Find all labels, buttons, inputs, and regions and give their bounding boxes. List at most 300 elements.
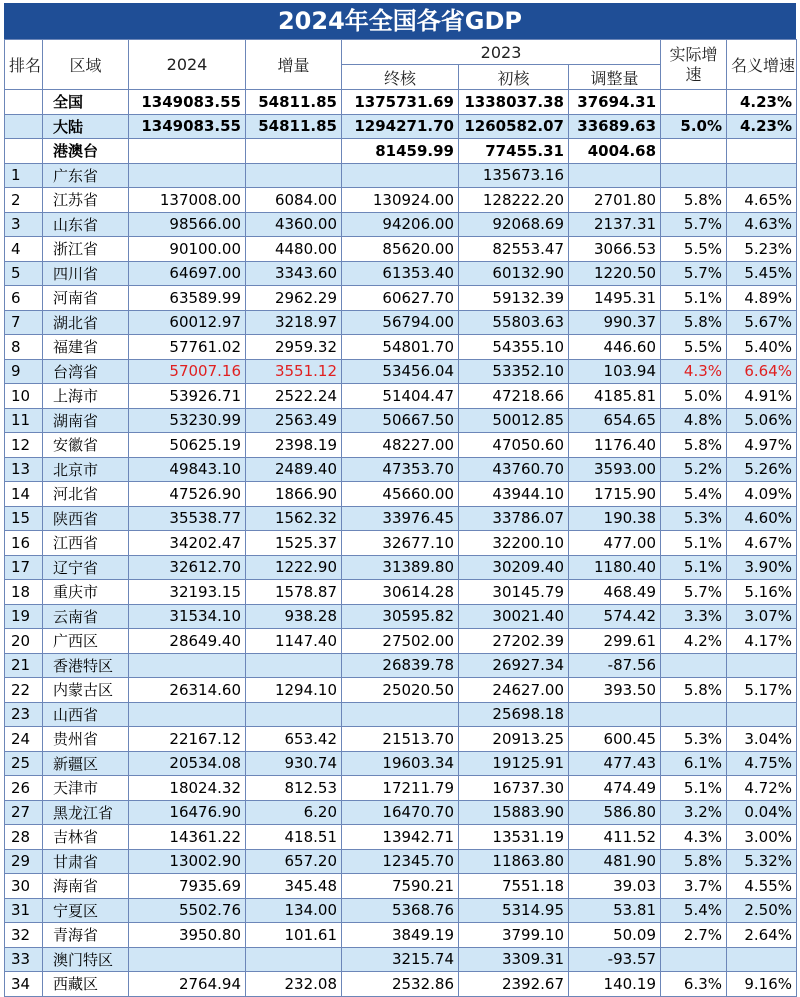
nominal-growth-cell: 4.09% (727, 482, 797, 507)
final-2023-cell: 48227.00 (342, 433, 459, 458)
increase-cell (246, 947, 342, 972)
adjust-cell: 103.94 (569, 359, 661, 384)
table-row (5, 359, 797, 384)
adjust-cell: 574.42 (569, 604, 661, 629)
gdp-2024-cell: 50625.19 (129, 433, 246, 458)
rank-cell: 23 (5, 702, 43, 727)
final-2023-cell: 31389.80 (342, 555, 459, 580)
real-growth-cell: 5.1% (661, 286, 727, 311)
real-growth-cell (661, 702, 727, 727)
rank-cell (5, 90, 43, 115)
final-2023-cell: 16470.70 (342, 800, 459, 825)
table-row (5, 408, 797, 433)
real-growth-cell: 5.0% (661, 384, 727, 409)
final-2023-cell: 54801.70 (342, 335, 459, 360)
gdp-2024-cell: 18024.32 (129, 776, 246, 801)
rank-cell: 16 (5, 531, 43, 556)
nominal-growth-cell: 4.75% (727, 751, 797, 776)
nominal-growth-cell: 5.16% (727, 580, 797, 605)
final-2023-cell: 81459.99 (342, 139, 459, 164)
nominal-growth-cell: 5.06% (727, 408, 797, 433)
table-row (5, 482, 797, 507)
adjust-cell: 600.45 (569, 727, 661, 752)
region-cell: 江苏省 (43, 188, 129, 213)
real-growth-cell: 5.1% (661, 531, 727, 556)
rank-cell (5, 139, 43, 164)
region-cell: 北京市 (43, 457, 129, 482)
final-2023-cell: 85620.00 (342, 237, 459, 262)
adjust-cell: 1715.90 (569, 482, 661, 507)
final-2023-cell: 61353.40 (342, 261, 459, 286)
rank-cell: 15 (5, 506, 43, 531)
rank-cell: 34 (5, 972, 43, 997)
initial-2023-cell: 33786.07 (459, 506, 569, 531)
adjust-cell: 393.50 (569, 678, 661, 703)
rank-cell: 32 (5, 923, 43, 948)
table-row (5, 433, 797, 458)
table-row (5, 702, 797, 727)
adjust-cell: 1220.50 (569, 261, 661, 286)
gdp-2024-cell: 34202.47 (129, 531, 246, 556)
gdp-2024-cell (129, 947, 246, 972)
gdp-2024-cell: 7935.69 (129, 874, 246, 899)
increase-cell: 657.20 (246, 849, 342, 874)
region-cell: 全国 (43, 90, 129, 115)
final-2023-cell: 12345.70 (342, 849, 459, 874)
adjust-cell: 1495.31 (569, 286, 661, 311)
initial-2023-cell: 47050.60 (459, 433, 569, 458)
nominal-growth-cell: 4.55% (727, 874, 797, 899)
nominal-growth-cell (727, 139, 797, 164)
nominal-growth-cell (727, 947, 797, 972)
table-row (5, 923, 797, 948)
region-cell: 上海市 (43, 384, 129, 409)
table-row (5, 261, 797, 286)
table-row (5, 580, 797, 605)
increase-cell (246, 653, 342, 678)
initial-2023-cell: 1338037.38 (459, 90, 569, 115)
real-growth-cell (661, 947, 727, 972)
nominal-growth-cell (727, 702, 797, 727)
final-2023-cell (342, 163, 459, 188)
final-2023-cell: 3215.74 (342, 947, 459, 972)
gdp-2024-cell: 31534.10 (129, 604, 246, 629)
adjust-cell: -93.57 (569, 947, 661, 972)
rank-cell: 9 (5, 359, 43, 384)
increase-cell: 4360.00 (246, 212, 342, 237)
initial-2023-cell: 25698.18 (459, 702, 569, 727)
increase-cell: 345.48 (246, 874, 342, 899)
nominal-growth-cell: 6.64% (727, 359, 797, 384)
gdp-2024-cell (129, 702, 246, 727)
initial-2023-cell: 50012.85 (459, 408, 569, 433)
region-cell: 黑龙江省 (43, 800, 129, 825)
rank-cell: 2 (5, 188, 43, 213)
nominal-growth-cell: 4.17% (727, 629, 797, 654)
rank-cell: 4 (5, 237, 43, 262)
increase-cell: 232.08 (246, 972, 342, 997)
real-growth-cell: 5.0% (661, 114, 727, 139)
final-2023-cell: 130924.00 (342, 188, 459, 213)
increase-cell: 2398.19 (246, 433, 342, 458)
region-cell: 浙江省 (43, 237, 129, 262)
region-cell: 福建省 (43, 335, 129, 360)
final-2023-cell: 7590.21 (342, 874, 459, 899)
rank-cell: 30 (5, 874, 43, 899)
initial-2023-cell: 15883.90 (459, 800, 569, 825)
table-row (5, 310, 797, 335)
increase-cell: 3343.60 (246, 261, 342, 286)
table-row (5, 604, 797, 629)
gdp-2024-cell: 47526.90 (129, 482, 246, 507)
increase-cell: 6084.00 (246, 188, 342, 213)
initial-2023-cell: 24627.00 (459, 678, 569, 703)
increase-cell: 418.51 (246, 825, 342, 850)
table-row (5, 800, 797, 825)
increase-cell: 938.28 (246, 604, 342, 629)
nominal-growth-cell: 4.89% (727, 286, 797, 311)
initial-2023-cell: 2392.67 (459, 972, 569, 997)
header-nominal-growth: 名义增速 (727, 40, 797, 90)
real-growth-cell: 5.8% (661, 433, 727, 458)
table-row (5, 188, 797, 213)
adjust-cell: 1180.40 (569, 555, 661, 580)
rank-cell: 24 (5, 727, 43, 752)
increase-cell: 2522.24 (246, 384, 342, 409)
header-real-growth: 实际增速 (661, 40, 727, 90)
region-cell: 广东省 (43, 163, 129, 188)
region-cell: 陕西省 (43, 506, 129, 531)
final-2023-cell: 32677.10 (342, 531, 459, 556)
increase-cell: 101.61 (246, 923, 342, 948)
header-2023: 2023 (342, 40, 661, 65)
rank-cell: 25 (5, 751, 43, 776)
rank-cell: 21 (5, 653, 43, 678)
real-growth-cell: 5.7% (661, 212, 727, 237)
rank-cell (5, 114, 43, 139)
region-cell: 甘肃省 (43, 849, 129, 874)
final-2023-cell: 5368.76 (342, 898, 459, 923)
increase-cell: 134.00 (246, 898, 342, 923)
increase-cell: 54811.85 (246, 114, 342, 139)
gdp-2024-cell: 32193.15 (129, 580, 246, 605)
table-row (5, 898, 797, 923)
final-2023-cell: 94206.00 (342, 212, 459, 237)
initial-2023-cell: 1260582.07 (459, 114, 569, 139)
header-rank: 排名 (5, 40, 43, 90)
increase-cell: 1562.32 (246, 506, 342, 531)
nominal-growth-cell (727, 163, 797, 188)
nominal-growth-cell: 3.04% (727, 727, 797, 752)
increase-cell: 3218.97 (246, 310, 342, 335)
final-2023-cell (342, 702, 459, 727)
increase-cell: 1578.87 (246, 580, 342, 605)
table-row (5, 384, 797, 409)
real-growth-cell: 4.2% (661, 629, 727, 654)
nominal-growth-cell: 5.23% (727, 237, 797, 262)
real-growth-cell: 5.7% (661, 261, 727, 286)
header-increase: 增量 (246, 40, 342, 90)
gdp-2024-cell: 1349083.55 (129, 114, 246, 139)
initial-2023-cell: 30209.40 (459, 555, 569, 580)
table-row (5, 286, 797, 311)
gdp-table-container (4, 3, 796, 997)
final-2023-cell: 50667.50 (342, 408, 459, 433)
increase-cell (246, 139, 342, 164)
real-growth-cell: 6.1% (661, 751, 727, 776)
adjust-cell (569, 702, 661, 727)
gdp-2024-cell: 53926.71 (129, 384, 246, 409)
real-growth-cell: 4.3% (661, 359, 727, 384)
region-cell: 天津市 (43, 776, 129, 801)
adjust-cell: 33689.63 (569, 114, 661, 139)
nominal-growth-cell: 5.26% (727, 457, 797, 482)
increase-cell: 1525.37 (246, 531, 342, 556)
table-body (5, 90, 797, 997)
region-cell: 宁夏区 (43, 898, 129, 923)
real-growth-cell: 4.8% (661, 408, 727, 433)
adjust-cell: 4004.68 (569, 139, 661, 164)
region-cell: 内蒙古区 (43, 678, 129, 703)
gdp-2024-cell: 32612.70 (129, 555, 246, 580)
rank-cell: 17 (5, 555, 43, 580)
adjust-cell: 1176.40 (569, 433, 661, 458)
region-cell: 西藏区 (43, 972, 129, 997)
region-cell: 大陆 (43, 114, 129, 139)
gdp-2024-cell: 98566.00 (129, 212, 246, 237)
header-region: 区域 (43, 40, 129, 90)
adjust-cell: 50.09 (569, 923, 661, 948)
real-growth-cell: 5.8% (661, 188, 727, 213)
final-2023-cell: 30595.82 (342, 604, 459, 629)
table-row (5, 335, 797, 360)
adjust-cell: 474.49 (569, 776, 661, 801)
increase-cell: 2489.40 (246, 457, 342, 482)
real-growth-cell: 5.5% (661, 237, 727, 262)
region-cell: 云南省 (43, 604, 129, 629)
increase-cell: 930.74 (246, 751, 342, 776)
final-2023-cell: 21513.70 (342, 727, 459, 752)
real-growth-cell: 6.3% (661, 972, 727, 997)
table-row (5, 972, 797, 997)
final-2023-cell: 47353.70 (342, 457, 459, 482)
adjust-cell: 3593.00 (569, 457, 661, 482)
table-row (5, 776, 797, 801)
table-row (5, 506, 797, 531)
real-growth-cell (661, 653, 727, 678)
gdp-2024-cell: 49843.10 (129, 457, 246, 482)
table-row (5, 849, 797, 874)
final-2023-cell: 19603.34 (342, 751, 459, 776)
rank-cell: 6 (5, 286, 43, 311)
header-adjust: 调整量 (569, 65, 661, 90)
final-2023-cell: 53456.04 (342, 359, 459, 384)
region-cell: 澳门特区 (43, 947, 129, 972)
rank-cell: 20 (5, 629, 43, 654)
final-2023-cell: 27502.00 (342, 629, 459, 654)
final-2023-cell: 13942.71 (342, 825, 459, 850)
increase-cell: 1222.90 (246, 555, 342, 580)
real-growth-cell: 5.7% (661, 580, 727, 605)
real-growth-cell: 2.7% (661, 923, 727, 948)
table-title: 2024年全国各省GDP (4, 3, 796, 39)
rank-cell: 28 (5, 825, 43, 850)
adjust-cell: 411.52 (569, 825, 661, 850)
final-2023-cell: 45660.00 (342, 482, 459, 507)
gdp-2024-cell: 20534.08 (129, 751, 246, 776)
initial-2023-cell: 3309.31 (459, 947, 569, 972)
final-2023-cell: 1375731.69 (342, 90, 459, 115)
real-growth-cell (661, 163, 727, 188)
increase-cell (246, 702, 342, 727)
region-cell: 新疆区 (43, 751, 129, 776)
final-2023-cell: 56794.00 (342, 310, 459, 335)
region-cell: 安徽省 (43, 433, 129, 458)
gdp-2024-cell: 57761.02 (129, 335, 246, 360)
final-2023-cell: 51404.47 (342, 384, 459, 409)
adjust-cell: 586.80 (569, 800, 661, 825)
table-row (5, 531, 797, 556)
rank-cell: 27 (5, 800, 43, 825)
adjust-cell: 39.03 (569, 874, 661, 899)
gdp-2024-cell (129, 653, 246, 678)
header-final: 终核 (342, 65, 459, 90)
initial-2023-cell: 20913.25 (459, 727, 569, 752)
initial-2023-cell: 3799.10 (459, 923, 569, 948)
adjust-cell: 2701.80 (569, 188, 661, 213)
region-cell: 青海省 (43, 923, 129, 948)
adjust-cell: 3066.53 (569, 237, 661, 262)
table-row (5, 874, 797, 899)
increase-cell: 1866.90 (246, 482, 342, 507)
rank-cell: 1 (5, 163, 43, 188)
increase-cell: 2959.32 (246, 335, 342, 360)
adjust-cell: 140.19 (569, 972, 661, 997)
initial-2023-cell: 128222.20 (459, 188, 569, 213)
real-growth-cell: 5.4% (661, 898, 727, 923)
table-row (5, 678, 797, 703)
nominal-growth-cell: 4.63% (727, 212, 797, 237)
adjust-cell: 477.43 (569, 751, 661, 776)
initial-2023-cell: 11863.80 (459, 849, 569, 874)
real-growth-cell: 5.8% (661, 310, 727, 335)
final-2023-cell: 33976.45 (342, 506, 459, 531)
rank-cell: 11 (5, 408, 43, 433)
real-growth-cell: 5.1% (661, 555, 727, 580)
rank-cell: 18 (5, 580, 43, 605)
nominal-growth-cell: 4.97% (727, 433, 797, 458)
initial-2023-cell: 43944.10 (459, 482, 569, 507)
real-growth-cell: 5.8% (661, 678, 727, 703)
real-growth-cell: 3.3% (661, 604, 727, 629)
region-cell: 海南省 (43, 874, 129, 899)
table-row (5, 629, 797, 654)
rank-cell: 22 (5, 678, 43, 703)
rank-cell: 19 (5, 604, 43, 629)
nominal-growth-cell: 3.07% (727, 604, 797, 629)
increase-cell: 54811.85 (246, 90, 342, 115)
real-growth-cell: 3.2% (661, 800, 727, 825)
initial-2023-cell: 82553.47 (459, 237, 569, 262)
increase-cell (246, 163, 342, 188)
region-cell: 湖北省 (43, 310, 129, 335)
real-growth-cell: 5.3% (661, 506, 727, 531)
final-2023-cell: 25020.50 (342, 678, 459, 703)
nominal-growth-cell: 4.23% (727, 90, 797, 115)
adjust-cell: 190.38 (569, 506, 661, 531)
table-row (5, 237, 797, 262)
nominal-growth-cell: 4.91% (727, 384, 797, 409)
gdp-2024-cell: 60012.97 (129, 310, 246, 335)
table-row (5, 947, 797, 972)
rank-cell: 13 (5, 457, 43, 482)
initial-2023-cell: 30021.40 (459, 604, 569, 629)
rank-cell: 31 (5, 898, 43, 923)
adjust-cell: 299.61 (569, 629, 661, 654)
increase-cell: 4480.00 (246, 237, 342, 262)
real-growth-cell: 5.3% (661, 727, 727, 752)
nominal-growth-cell: 5.45% (727, 261, 797, 286)
header-2024: 2024 (129, 40, 246, 90)
region-cell: 广西区 (43, 629, 129, 654)
nominal-growth-cell: 3.00% (727, 825, 797, 850)
adjust-cell: 37694.31 (569, 90, 661, 115)
real-growth-cell (661, 139, 727, 164)
adjust-cell: 53.81 (569, 898, 661, 923)
table-row (5, 727, 797, 752)
initial-2023-cell: 53352.10 (459, 359, 569, 384)
gdp-2024-cell: 5502.76 (129, 898, 246, 923)
gdp-2024-cell: 16476.90 (129, 800, 246, 825)
region-cell: 四川省 (43, 261, 129, 286)
table-row (5, 751, 797, 776)
adjust-cell: 654.65 (569, 408, 661, 433)
summary-row (5, 114, 797, 139)
nominal-growth-cell: 3.90% (727, 555, 797, 580)
rank-cell: 8 (5, 335, 43, 360)
region-cell: 湖南省 (43, 408, 129, 433)
rank-cell: 5 (5, 261, 43, 286)
header-initial: 初核 (459, 65, 569, 90)
gdp-2024-cell: 137008.00 (129, 188, 246, 213)
initial-2023-cell: 13531.19 (459, 825, 569, 850)
increase-cell: 2962.29 (246, 286, 342, 311)
region-cell: 山东省 (43, 212, 129, 237)
adjust-cell: 477.00 (569, 531, 661, 556)
table-row (5, 825, 797, 850)
initial-2023-cell: 32200.10 (459, 531, 569, 556)
region-cell: 香港特区 (43, 653, 129, 678)
nominal-growth-cell: 2.64% (727, 923, 797, 948)
real-growth-cell: 5.8% (661, 849, 727, 874)
table-row (5, 555, 797, 580)
rank-cell: 7 (5, 310, 43, 335)
real-growth-cell: 5.1% (661, 776, 727, 801)
initial-2023-cell: 60132.90 (459, 261, 569, 286)
table-row (5, 163, 797, 188)
table-row (5, 653, 797, 678)
gdp-2024-cell: 1349083.55 (129, 90, 246, 115)
final-2023-cell: 60627.70 (342, 286, 459, 311)
region-cell: 重庆市 (43, 580, 129, 605)
real-growth-cell: 5.4% (661, 482, 727, 507)
nominal-growth-cell: 5.32% (727, 849, 797, 874)
gdp-2024-cell: 13002.90 (129, 849, 246, 874)
gdp-2024-cell: 26314.60 (129, 678, 246, 703)
initial-2023-cell: 26927.34 (459, 653, 569, 678)
nominal-growth-cell: 0.04% (727, 800, 797, 825)
final-2023-cell: 17211.79 (342, 776, 459, 801)
